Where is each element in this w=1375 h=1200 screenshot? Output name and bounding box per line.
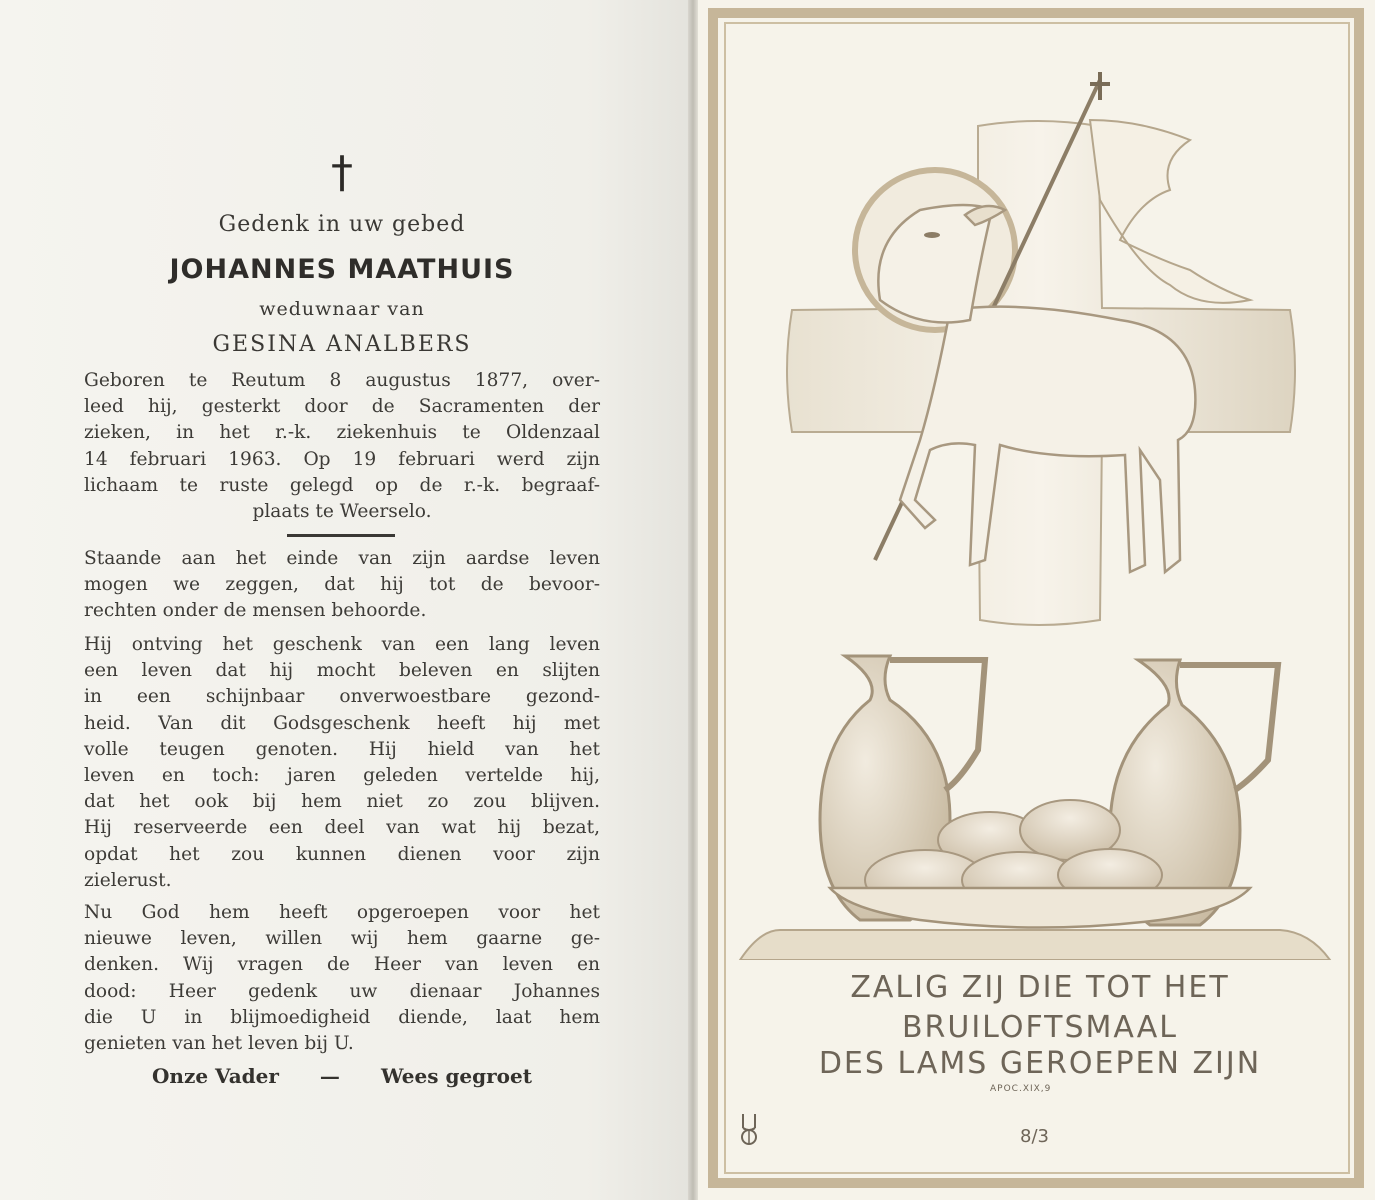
text-line: genieten van het leven bij U. <box>84 1033 354 1055</box>
banner <box>1090 120 1250 303</box>
paragraph-3 <box>84 900 600 1057</box>
motto-line-1: ZALIG ZIJ DIE TOT HET <box>850 970 1230 1005</box>
prayers-line <box>152 1064 532 1088</box>
text-line: heid. Van dit Godsgeschenk heeft hij met <box>84 712 600 734</box>
text-line: Hij reserveerde een deel van wat hij bezat, <box>84 817 600 839</box>
spouse-name: GESINA ANALBERS <box>212 332 472 357</box>
paragraph-2 <box>84 632 600 894</box>
text-line: leven en toch: jaren geleden vertelde hij, <box>84 765 600 787</box>
prayer-our-father: Onze Vader <box>152 1064 279 1088</box>
prayer-separator: — <box>319 1064 340 1088</box>
divider <box>287 534 395 537</box>
text-line: dat het ook bij hem niet zo zou blijven. <box>84 791 600 813</box>
widower-of: weduwnaar van <box>259 298 425 320</box>
altar <box>740 930 1330 960</box>
biography-paragraph <box>84 368 600 525</box>
text-line: een leven dat hij mocht beleven en slijten <box>84 660 600 682</box>
prayer-hail-mary: Wees gegroet <box>380 1064 532 1088</box>
text-line: zieken, in het r.-k. ziekenhuis te Oldenzaal <box>84 422 600 444</box>
text-line: Nu God hem heeft opgeroepen voor het <box>84 902 600 923</box>
text-line: lichaam te ruste gelegd op de r.-k. begraaf- <box>84 474 600 496</box>
lamb-of-god-illustration <box>720 60 1350 960</box>
scripture-reference: APOC.XIX,9 <box>990 1084 1052 1094</box>
text-line: nieuwe leven, willen wij hem gaarne ge- <box>84 928 600 950</box>
text-line: 14 februari 1963. Op 19 februari werd zijn <box>84 448 600 470</box>
text-line: zielerust. <box>84 869 172 891</box>
text-line: Staande aan het einde van zijn aardse leven <box>84 548 600 569</box>
motto-line-2: BRUILOFTSMAAL <box>901 1010 1179 1045</box>
text-line: dood: Heer gedenk uw dienaar Johannes <box>84 980 600 1002</box>
card-number: 8/3 <box>1020 1126 1049 1147</box>
page-fold <box>688 0 698 1200</box>
text-line: plaats te Weerselo. <box>252 501 432 523</box>
text-line: leed hij, gesterkt door de Sacramenten der <box>84 396 600 418</box>
paragraph-1 <box>84 546 600 625</box>
text-line: Hij ontving het geschenk van een lang leven <box>84 634 600 655</box>
text-line: volle teugen genoten. Hij hield van het <box>84 738 600 760</box>
text-line: opdat het zou kunnen dienen voor zijn <box>84 843 600 865</box>
text-line: rechten onder de mensen behoorde. <box>84 600 427 622</box>
remembrance-heading: Gedenk in uw gebed <box>218 212 466 237</box>
text-line: mogen we zeggen, dat hij tot de bevoor- <box>84 574 600 596</box>
cross-icon: † <box>331 147 353 198</box>
text-line: die U in blijmoedigheid diende, laat hem <box>84 1006 600 1028</box>
deceased-name: JOHANNES MAATHUIS <box>169 254 515 285</box>
motto-line-3: DES LAMS GEROEPEN ZIJN <box>818 1046 1262 1081</box>
text-line: in een schijnbaar onverwoestbare gezond- <box>84 686 600 708</box>
text-line: Geboren te Reutum 8 augustus 1877, over- <box>84 370 600 391</box>
text-line: denken. Wij vragen de Heer van leven en <box>84 954 600 976</box>
publisher-monogram-icon <box>738 1112 760 1146</box>
lamb-eye <box>924 232 940 238</box>
